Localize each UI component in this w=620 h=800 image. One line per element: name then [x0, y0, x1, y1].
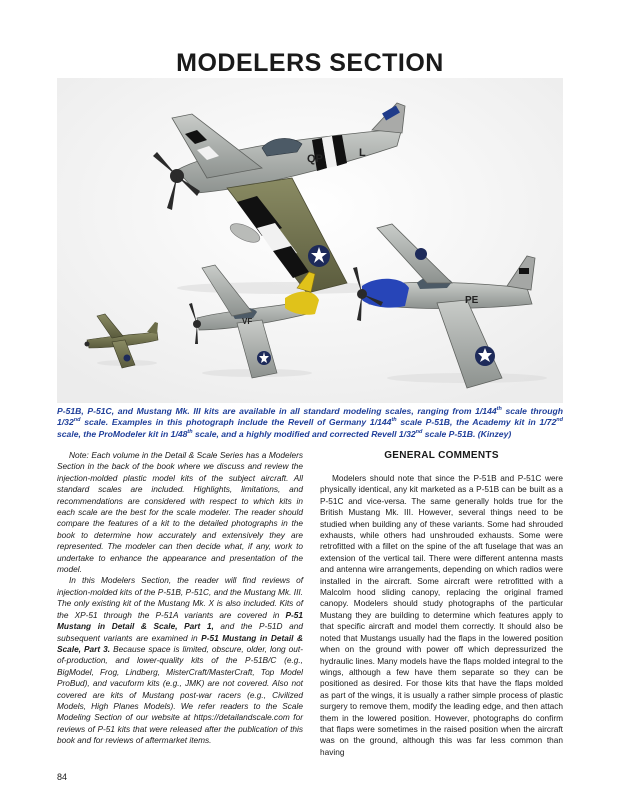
- intro-paragraph-2: [57, 575, 303, 746]
- plane-code-qp: QP: [307, 153, 323, 165]
- plane-code-pe: PE: [465, 295, 479, 306]
- caption-sup-6: nd: [415, 428, 423, 435]
- mustang-models-illustration: [57, 78, 563, 403]
- part3-reference: P-51 Mustang in Detail & Scale, Part 3.: [57, 632, 303, 654]
- general-comments-column: [320, 450, 563, 758]
- caption-text-6: scale, and a highly modified and corrected Revell 1/32: [192, 428, 416, 439]
- part1-reference: P-51 Mustang in Detail & Scale, Part 1,: [57, 609, 303, 632]
- caption-text-4: scale P-51B, the Academy kit in 1/72: [396, 417, 557, 428]
- caption-sup-3: th: [391, 417, 397, 424]
- caption-sup-4: nd: [556, 417, 563, 424]
- intro-text-a: In this Modelers Section, the reader will find reviews of injection-molded kits of the P-51B, P-51C, and the Mustang Mk. III. The only existing kit of the Mustang Mk. X is also included. Kits of the XP-51 through the P-51A variants are covered in: [57, 575, 303, 620]
- caption-text-7: scale P-51B. (Kinzey): [422, 428, 512, 439]
- caption-text-5: scale, the ProModeler kit in 1/48: [57, 428, 188, 439]
- intro-paragraph-1: Note: Each volume in the Detail & Scale Series has a Modelers Section in the back of the book where we discuss and review the injection-molded plastic model kits of the subject aircraft. All standard scales are included. Highlights, limitations, and recommendations are considered with respect to which kits in each scale are the best for the scale modeler. The reader should compare the features of a kit to the detailed photographs in the book to determine how accurately and extensively they are represented. The modeler can then decide what, if any, work to undertake to enhance the appearance and presentation of the model.: [57, 450, 303, 575]
- caption-text-2: scale through 1/32: [57, 406, 563, 428]
- caption-sup-5: th: [187, 428, 193, 435]
- photo-caption: [57, 406, 563, 440]
- caption-text-1: P-51B, P-51C, and Mustang Mk. III kits are available in all standard modeling scales, ranging from 1/144: [57, 406, 497, 416]
- plane-code-l: L: [359, 147, 366, 159]
- page-number: 84: [57, 772, 68, 782]
- general-comments-heading: GENERAL COMMENTS: [384, 450, 499, 461]
- intro-note-column: [57, 450, 303, 747]
- caption-text-3: scale. Examples in this photograph include the Revell of Germany 1/144: [80, 417, 392, 428]
- caption-sup-1: th: [496, 406, 502, 413]
- intro-text-e: Because space is limited, obscure, older, long out-of-production, and lower-quality kits of the P-51B/C (e.g., BigModel, Frog, Lindberg, MisterCraft/MasterCraft, Top Model ProBud), and vacuform kits (e.g., JMK) are not covered. Also not covered are kits of Mustang post-war racers (e.g., Civilized Models, High Planes Models). We refer readers to the Scale Modeling Section of our website at https://detailandscale.com for reviews of P-51 kits that were released after the publication of this book and for reviews of aftermarket items.: [57, 643, 303, 746]
- caption-sup-2: nd: [73, 417, 81, 424]
- model-kits-photo: [57, 78, 563, 403]
- page-title: MODELERS SECTION: [176, 49, 444, 77]
- general-comments-body: Modelers should note that since the P-51B and P-51C were physically identical, any kit marketed as a P-51B can be built as a P-51C and vice-versa. The same generally holds true for the British Mustang Mk. III. However, several things need to be studied when building any of these variants. Some had shrouded exhausts, while others had unshrouded exhausts. Some were retrofitted with a fillet on the spine of the aft fuselage that was an extension of the vertical tail. There were different antenna masts and antenna wire arrangements, depending on which radios were installed in the aircraft. Some aircraft were retrofitted with a Malcolm hood sliding canopy, replacing the original framed canopy. Modelers should study photographs of the particular Mustang they are building to determine which features apply to that specific aircraft and model them correctly. It should also be noted that Mustangs usually had the flaps in the lowered position when on the ground with power off which depressurized the hydraulic lines. Many models have the flaps molded integral to the wings, although a few have them separate so they can be positioned as desired. For those kits that have the flaps molded as part of the wings, it is usually a rather simple process of plastic surgery to remove them, modify the leading edge, and then attach them in the lowered position. However, photographs do confirm that flaps were sometimes in the raised position when the aircraft was on the ground, although this was far less common than having: [320, 473, 563, 757]
- intro-text-c: and the P-51D and subsequent variants are examined in: [57, 621, 303, 643]
- plane-code-vf: VF: [242, 317, 253, 326]
